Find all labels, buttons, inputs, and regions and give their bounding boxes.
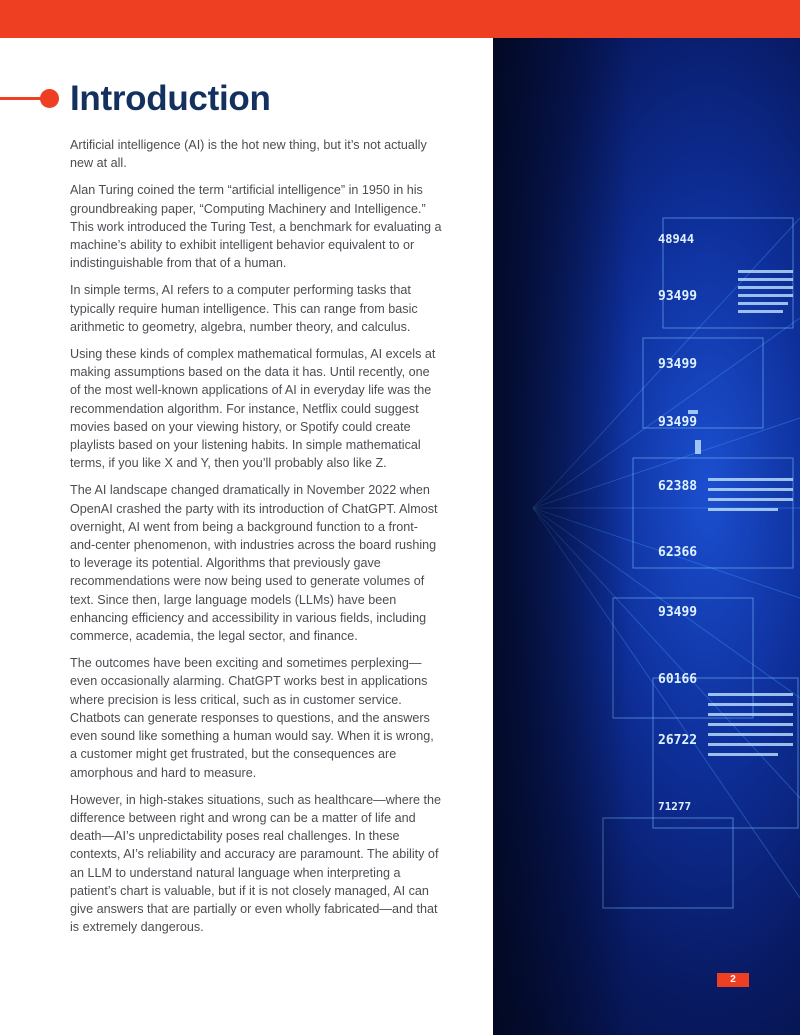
top-accent-bar: [0, 0, 800, 38]
paragraph: The outcomes have been exciting and sometimes perplexing—even occasionally alarming. ChatGPT works best in applications where precision is less critical, such as in customer service. Chatbots can generate responses to questions, and the answers even sound like something a human would say. When it is wrong, a customer might get frustrated, but the consequences are amorphous and hard to measure.: [70, 656, 434, 780]
page-number: 2: [717, 973, 749, 987]
heading-block: [0, 78, 493, 122]
data-grid-illustration: [493, 38, 800, 1035]
article-body: [70, 136, 442, 945]
hero-image: [493, 38, 800, 1035]
paragraph: The AI landscape changed dramatically in November 2022 when OpenAI crashed the party with its introduction of ChatGPT. Almost overnight, AI went from being a background function to a front-and-center phenomenon, with industries across the board rushing to leverage its potential. Algorithms that previously gave recommendations were now being used to generate volumes of text. Since then, large language models (LLMs) have been enhancing efficiency and accessibility in various fields, including commerce, academia, the legal sector, and finance.: [70, 483, 438, 644]
heading-bullet-dot: [40, 89, 59, 108]
paragraph: Using these kinds of complex mathematical formulas, AI excels at making assumptions based on the data it has. Until recently, one of the most well-known applications of AI in everyday life was the recommendation algorithm. For instance, Netflix could suggest movies based on your viewing history, or Spotify could create playlists based on your listening habits. In simple mathematical terms, if you like X and Y, then you’ll probably also like Z.: [70, 347, 436, 471]
page-title: Introduction: [70, 79, 271, 118]
heading-accent-line: [0, 97, 44, 100]
paragraph: However, in high-stakes situations, such as healthcare—where the difference between right and wrong can be a matter of life and death—AI’s unpredictability poses real challenges. In these contexts, AI’s reliability and accuracy are paramount. The ability of an LLM to understand natural language when interpreting a patient’s chart is valuable, but if it is not closely managed, AI can give answers that are partially or even wholly fabricated—and that is extremely dangerous.: [70, 792, 442, 935]
paragraph: In simple terms, AI refers to a computer performing tasks that typically require human intelligence. This can range from basic arithmetic to geometry, algebra, number theory, and calculus.: [70, 283, 418, 334]
paragraph: Alan Turing coined the term “artificial intelligence” in 1950 in his groundbreaking paper, “Computing Machinery and Intelligence.” This work introduced the Turing Test, a benchmark for evaluating a machine’s ability to exhibit intelligent behavior equivalent to or indistinguishable from that of a human.: [70, 183, 442, 271]
paragraph: Artificial intelligence (AI) is the hot new thing, but it’s not actually new at all.: [70, 138, 427, 171]
